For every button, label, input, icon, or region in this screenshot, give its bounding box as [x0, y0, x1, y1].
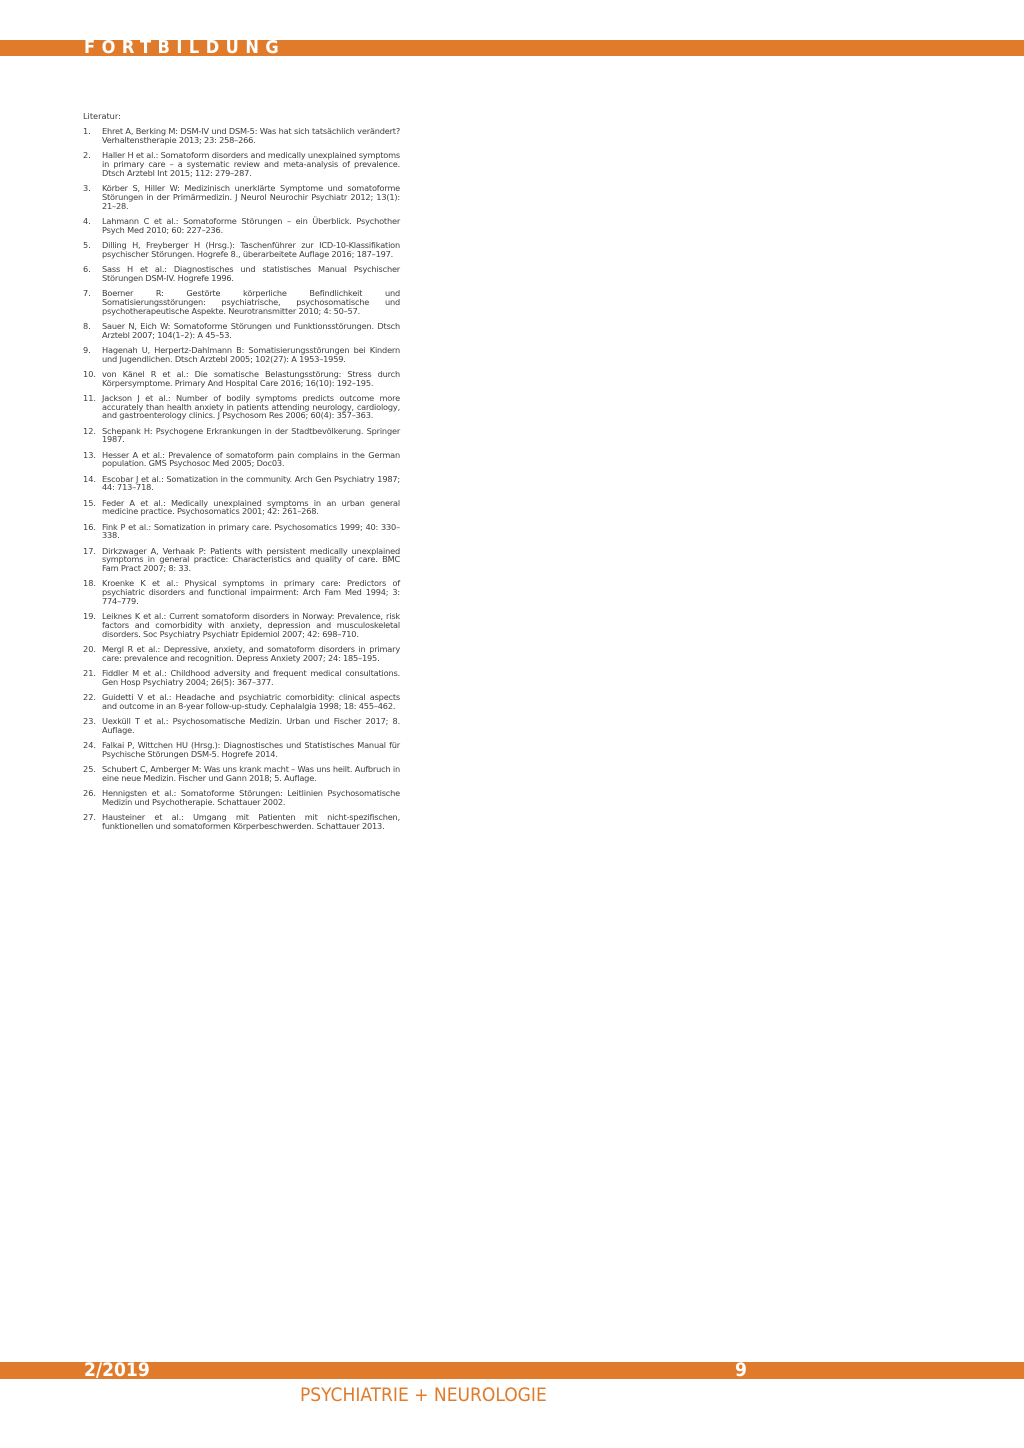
reference-text: Lahmann C et al.: Somatoforme Störungen – ein Überblick. Psychother Psych Med 2010; 60: 227–236. — [102, 215, 400, 235]
reference-text: Jackson J et al.: Number of bodily symptoms predicts outcome more accurately than health anxiety in patients attending neurology, cardiology, and gastroenterology clinics. J Psychosom Res 2006; 60(4): 357–363. — [102, 392, 400, 421]
reference-number: 9. — [83, 344, 91, 355]
page-number: 9 — [735, 1359, 747, 1381]
reference-item — [83, 612, 400, 639]
reference-text: Uexküll T et al.: Psychosomatische Medizin. Urban und Fischer 2017; 8. Auflage. — [102, 716, 400, 736]
reference-item — [83, 813, 400, 831]
reference-text: Feder A et al.: Medically unexplained symptoms in an urban general medicine practice. Psychosomatics 2001; 42: 261–268. — [102, 497, 400, 517]
reference-text: Dirkzwager A, Verhaak P: Patients with persistent medically unexplained symptoms in general practice: Characteristics and quality of care. BMC Fam Pract 2007; 8: 33. — [102, 545, 400, 574]
reference-text: Hausteiner et al.: Umgang mit Patienten mit nicht-spezifischen, funktionellen und somatoformen Körperbeschwerden. Schattauer 2013. — [102, 812, 400, 832]
reference-text: Hagenah U, Herpertz-Dahlmann B: Somatisierungsstörungen bei Kindern und Jugendlichen. Dtsch Arztebl 2005; 102(27): A 1953–1959. — [102, 344, 400, 364]
reference-number: 23. — [83, 716, 97, 727]
reference-item — [83, 127, 400, 145]
reference-number: 1. — [83, 125, 91, 136]
reference-number: 12. — [83, 425, 97, 436]
journal-name: PSYCHIATRIE + NEUROLOGIE — [300, 1384, 547, 1406]
reference-text: Ehret A, Berking M: DSM-IV und DSM-5: Was hat sich tatsächlich verändert? Verhaltenstherapie 2013; 23: 258–266. — [102, 125, 400, 145]
reference-number: 6. — [83, 263, 91, 274]
section-title: FORTBILDUNG — [84, 37, 286, 58]
reference-number: 2. — [83, 149, 91, 160]
reference-text: Körber S, Hiller W: Medizinisch unerklärte Symptome und somatoforme Störungen in der Primärmedizin. J Neurol Neurochir Psychiatr 2012; 13(1): 21–28. — [102, 182, 400, 211]
reference-number: 19. — [83, 611, 97, 622]
reference-item — [83, 693, 400, 711]
reference-item — [83, 289, 400, 316]
reference-text: Schepank H: Psychogene Erkrankungen in der Stadtbevölkerung. Springer 1987. — [102, 425, 400, 445]
reference-item — [83, 427, 400, 445]
reference-number: 25. — [83, 764, 97, 775]
reference-item — [83, 669, 400, 687]
reference-text: von Känel R et al.: Die somatische Belastungsstörung: Stress durch Körpersymptome. Primary And Hospital Care 2016; 16(10): 192–195. — [102, 368, 400, 388]
reference-number: 27. — [83, 812, 97, 823]
reference-number: 14. — [83, 473, 97, 484]
reference-item — [83, 717, 400, 735]
reference-item — [83, 789, 400, 807]
footer-band — [0, 1362, 1024, 1379]
reference-text: Falkai P, Wittchen HU (Hrsg.): Diagnostisches und Statistisches Manual für Psychische Störungen DSM-5. Hogrefe 2014. — [102, 740, 400, 760]
reference-item — [83, 241, 400, 259]
reference-text: Mergl R et al.: Depressive, anxiety, and somatoform disorders in primary care: prevalence and recognition. Depress Anxiety 2007; 24: 185–195. — [102, 644, 400, 664]
reference-list — [83, 127, 400, 831]
reference-text: Sauer N, Eich W: Somatoforme Störungen und Funktionsstörungen. Dtsch Arztebl 2007; 104(1–2): A 45–53. — [102, 320, 400, 340]
reference-number: 21. — [83, 668, 97, 679]
reference-text: Fiddler M et al.: Childhood adversity and frequent medical consultations. Gen Hosp Psychiatry 2004; 26(5): 367–377. — [102, 668, 400, 688]
reference-item — [83, 451, 400, 469]
reference-number: 11. — [83, 392, 97, 403]
reference-item — [83, 645, 400, 663]
reference-text: Hesser A et al.: Prevalence of somatoform pain complains in the German population. GMS Psychosoc Med 2005; Doc03. — [102, 449, 400, 469]
reference-text: Schubert C, Amberger M: Was uns krank macht – Was uns heilt. Aufbruch in eine neue Medizin. Fischer und Gann 2018; 5. Auflage. — [102, 764, 400, 784]
literature-heading: Literatur: — [83, 111, 121, 121]
reference-item — [83, 547, 400, 574]
reference-item — [83, 184, 400, 211]
reference-text: Hennigsten et al.: Somatoforme Störungen: Leitlinien Psychosomatische Medizin und Psychotherapie. Schattauer 2002. — [102, 788, 400, 808]
reference-number: 20. — [83, 644, 97, 655]
reference-number: 18. — [83, 578, 97, 589]
reference-item — [83, 394, 400, 421]
reference-number: 17. — [83, 545, 97, 556]
reference-item — [83, 741, 400, 759]
reference-number: 7. — [83, 287, 91, 298]
reference-text: Fink P et al.: Somatization in primary care. Psychosomatics 1999; 40: 330–338. — [102, 521, 400, 541]
reference-item — [83, 151, 400, 178]
reference-number: 10. — [83, 368, 97, 379]
reference-item — [83, 265, 400, 283]
reference-number: 24. — [83, 740, 97, 751]
reference-item — [83, 765, 400, 783]
reference-number: 3. — [83, 182, 91, 193]
reference-number: 13. — [83, 449, 97, 460]
reference-item — [83, 499, 400, 517]
reference-number: 16. — [83, 521, 97, 532]
reference-text: Boerner R: Gestörte körperliche Befindlichkeit und Somatisierungsstörungen: psychiatrische, psychosomatische und psychotherapeutische Aspekte. Neurotransmitter 2010; 4: 50–57. — [102, 287, 400, 316]
reference-text: Sass H et al.: Diagnostisches und statistisches Manual Psychischer Störungen DSM-IV. Hogrefe 1996. — [102, 263, 400, 283]
reference-number: 5. — [83, 239, 91, 250]
reference-item — [83, 579, 400, 606]
reference-item — [83, 475, 400, 493]
reference-text: Dilling H, Freyberger H (Hrsg.): Taschenführer zur ICD-10-Klassifikation psychischer Störungen. Hogrefe 8., überarbeitete Auflage 2016; 187–197. — [102, 239, 400, 259]
issue-number: 2/2019 — [84, 1359, 150, 1381]
reference-item — [83, 346, 400, 364]
reference-item — [83, 217, 400, 235]
reference-text: Kroenke K et al.: Physical symptoms in primary care: Predictors of psychiatric disorders and functional impairment: Arch Fam Med 1994; 3: 774–779. — [102, 578, 400, 607]
reference-item — [83, 370, 400, 388]
reference-text: Leiknes K et al.: Current somatoform disorders in Norway: Prevalence, risk factors and comorbidity with anxiety, depression and musculoskeletal disorders. Soc Psychiatry Psychiatr Epidemiol 2007; 42: 698–710. — [102, 611, 400, 640]
reference-text: Haller H et al.: Somatoform disorders and medically unexplained symptoms in primary care – a systematic review and meta-analysis of prevalence. Dtsch Arztebl Int 2015; 112: 279–287. — [102, 149, 400, 178]
literature-section — [83, 112, 400, 837]
reference-item — [83, 523, 400, 541]
reference-number: 4. — [83, 215, 91, 226]
reference-number: 22. — [83, 692, 97, 703]
reference-item — [83, 322, 400, 340]
reference-number: 8. — [83, 320, 91, 331]
reference-number: 15. — [83, 497, 97, 508]
reference-text: Escobar J et al.: Somatization in the community. Arch Gen Psychiatry 1987; 44: 713–718. — [102, 473, 400, 493]
reference-number: 26. — [83, 788, 97, 799]
reference-text: Guidetti V et al.: Headache and psychiatric comorbidity: clinical aspects and outcome in an 8-year follow-up-study. Cephalalgia 1998; 18: 455–462. — [102, 692, 400, 712]
